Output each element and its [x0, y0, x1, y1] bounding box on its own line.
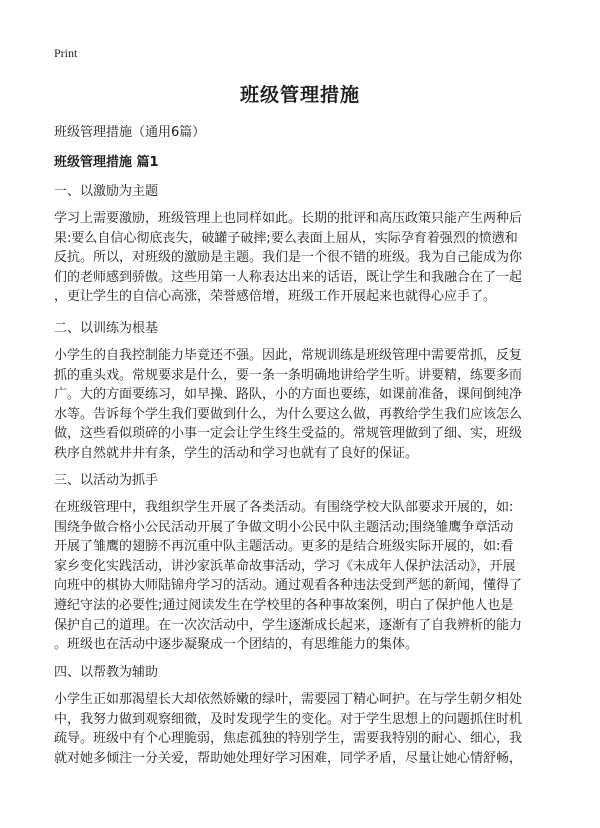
section-paragraph-2 [54, 346, 548, 464]
document-subtitle: 班级管理措施（通用6篇） [54, 125, 206, 140]
paragraph-line: 做，这些看似琐碎的小事一定会让学生终生受益的。常规管理做到了细、实，班级 [54, 426, 523, 442]
section-heading-4: 四、以帮教为辅助 [54, 665, 159, 680]
paragraph-line: 围绕争做合格小公民活动开展了争做文明小公民中队主题活动;围绕雏鹰争章活动 [54, 519, 514, 535]
chapter-title: 班级管理措施 篇1 [54, 155, 159, 170]
paragraph-line: 水等。告诉每个学生我们要做到什么，为什么要这么做，再教给学生我们应该怎么 [54, 406, 523, 422]
paragraph-line: 。班级也在活动中逐步凝聚成一个团结的，有思维能力的集体。 [54, 637, 419, 653]
print-link[interactable]: Print [54, 46, 78, 60]
paragraph-line: 秩序自然就井井有条，学生的活动和学习也就有了良好的保证。 [54, 445, 419, 461]
section-heading-3: 三、以活动为抓手 [54, 473, 159, 488]
paragraph-line: 反抗。所以，对班级的激励是主题。我们是一个很不错的班级。我为自己能成为你 [54, 250, 523, 266]
paragraph-line: 向班中的棋协大师陆锦舟学习的活动。通过观看各种违法受到严惩的新闻，懂得了 [54, 578, 523, 594]
paragraph-line: 遵纪守法的必要性;通过阅读发生在学校里的各种事故案例，明白了保护他人也是 [54, 597, 514, 613]
paragraph-line: 疏导。班级中有个心理脆弱，焦虑孤独的特别学生，需要我特别的耐心、细心，我 [54, 731, 523, 747]
paragraph-line: 就对她多倾注一分关爱，帮助她处理好学习困难，同学矛盾，尽量让她心情舒畅， [54, 750, 523, 766]
paragraph-line: 学习上需要激励，班级管理上也同样如此。长期的批评和高压政策只能产生两种后 [54, 211, 523, 226]
paragraph-line: 小学生的自我控制能力毕竟还不强。因此，常规训练是班级管理中需要常抓，反复 [54, 348, 523, 363]
paragraph-line: 中，我努力做到观察细微，及时发现学生的变化。对于学生思想上的问题抓住时机 [54, 711, 523, 727]
paragraph-line: 保护自己的道理。在一次次活动中，学生逐渐成长起来，逐渐有了自我辨析的能力 [54, 617, 523, 633]
paragraph-line: 在班级管理中，我组织学生开展了各类活动。有围绕学校大队部要求开展的，如: [54, 500, 514, 515]
paragraph-line: 广。大的方面要练习，如早操、路队，小的方面也要练，如课前准备，课间倒纯净 [54, 387, 523, 403]
page-title: 班级管理措施 [239, 84, 360, 106]
section-heading-2: 二、以训练为根基 [54, 321, 159, 336]
paragraph-line: 抓的重头戏。常规要求是什么，要一条一条明确地讲给学生听。讲要精，练要多而 [54, 367, 523, 383]
paragraph-line: 小学生正如那渴望长大却依然娇嫩的绿叶，需要园丁精心呵护。在与学生朝夕相处 [54, 692, 523, 707]
section-paragraph-1 [54, 209, 548, 307]
paragraph-line: 家乡变化实践活动，讲沙家浜革命故事活动，学习《未成年人保护法活动》，开展 [54, 558, 516, 574]
section-paragraph-4 [54, 690, 548, 768]
paragraph-line: 开展了雏鹰的翅膀不再沉重中队主题活动。更多的是结合班级实际开展的，如:看 [54, 539, 514, 555]
paragraph-line: 果:要么自信心彻底丧失，破罐子破摔;要么表面上屈从，实际孕育着强烈的愤懑和 [54, 230, 518, 246]
section-paragraph-3 [54, 498, 548, 655]
paragraph-line: 们的老师感到骄傲。这些用第一人称表达出来的话语，既让学生和我融合在了一起 [54, 269, 523, 285]
section-heading-1: 一、以激励为主题 [54, 184, 159, 199]
paragraph-line: ，更让学生的自信心高涨，荣誉感倍增，班级工作开展起来也就得心应手了。 [54, 289, 497, 305]
